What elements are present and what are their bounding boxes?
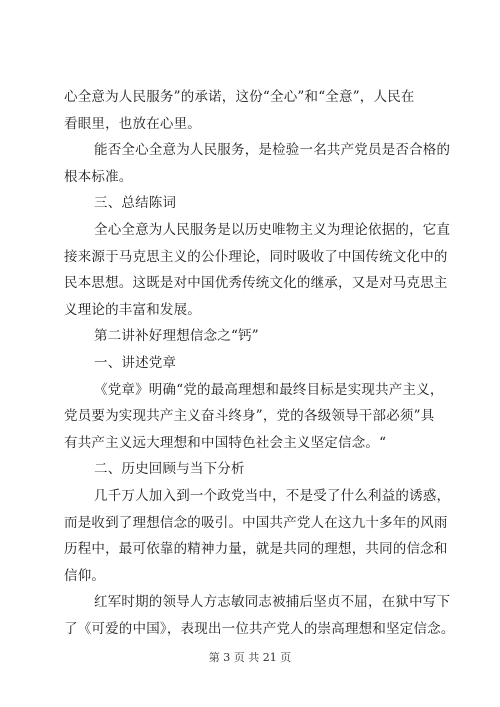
text-line-14: 有共产主义远大理想和中国特色社会主义坚定信念。“	[64, 435, 387, 451]
text-line-17: 而是收到了理想信念的吸引。中国共产党人在这九十多年的风雨	[64, 515, 448, 531]
section-heading-summary: 三、总结陈词	[94, 195, 177, 211]
text-line-2: 看眼里，也放在心里。	[64, 116, 201, 132]
text-line-7: 接来源于马克思主义的公仆理论，同时吸收了中国传统文化中的	[64, 249, 448, 265]
page-number-footer: 第 3 页 共 21 页	[208, 651, 292, 664]
text-line-21: 了《可爱的中国》，表现出一位共产党人的崇高理想和坚定信念。	[64, 621, 455, 637]
text-line-18: 历程中，最可依靠的精神力量，就是共同的理想，共同的信念和	[64, 541, 448, 557]
text-line-20: 红军时期的领导人方志敏同志被捕后坚贞不屈，在狱中写下	[94, 594, 451, 610]
section-heading-history: 二、历史回顾与当下分析	[94, 461, 245, 477]
text-line-3: 能否全心全意为人民服务，是检验一名共产党员是否合格的	[94, 142, 451, 158]
text-line-13: 党员要为实现共产主义奋斗终身”，党的各级领导干部必须”具	[64, 408, 435, 424]
lecture-heading: 第二讲补好理想信念之“钙”	[94, 328, 259, 344]
text-line-16: 几千万人加入到一个政党当中，不是受了什么利益的诱惑，	[94, 488, 451, 504]
section-heading-party-constitution: 一、讲述党章	[94, 355, 177, 371]
text-line-19: 信仰。	[64, 568, 106, 584]
text-line-6: 全心全意为人民服务是以历史唯物主义为理论依据的，它直	[94, 222, 451, 238]
text-line-9: 义理论的丰富和发展。	[64, 302, 201, 318]
text-line-1: 心全意为人民服务”的承诺，这份“全心”和“全意”，人民在	[64, 89, 415, 105]
text-line-4: 根本标准。	[64, 169, 133, 185]
text-line-12: 《党章》明确“党的最高理想和最终目标是实现共产主义，	[94, 382, 444, 398]
text-line-8: 民本思想。这既是对中国优秀传统文化的继承，又是对马克思主	[64, 275, 448, 291]
